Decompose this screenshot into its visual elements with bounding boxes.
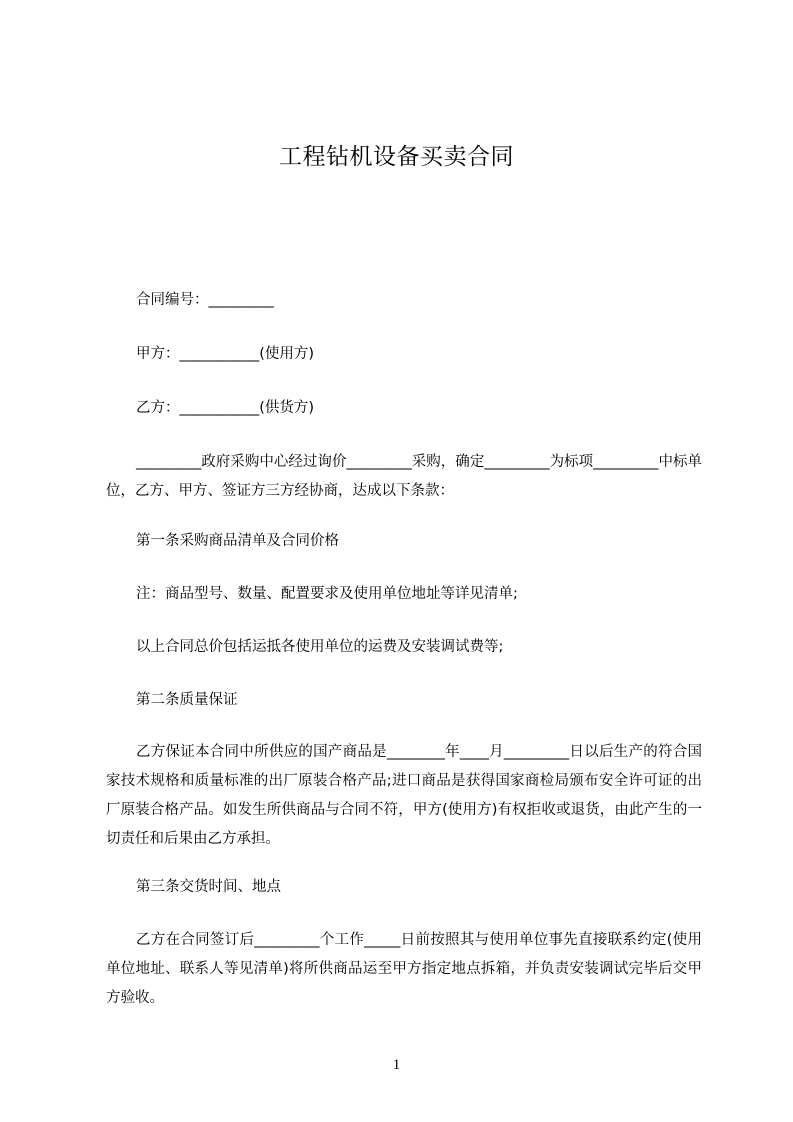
article2-heading: 第二条质量保证 bbox=[136, 692, 238, 708]
party-b-field: 乙方：___________(供货方) bbox=[136, 400, 315, 416]
document-title: 工程钻机设备买卖合同 bbox=[279, 144, 514, 170]
contract-number-field: 合同编号：_________ bbox=[136, 292, 274, 308]
party-a-field: 甲方：___________(使用方) bbox=[136, 346, 315, 362]
article1-heading: 第一条采购商品清单及合同价格 bbox=[136, 533, 339, 549]
intro-paragraph: _________政府采购中心经过询价_________采购，确定_________为标项_________中标单位，乙方、甲方、签证方三方经协商，达成以下条款： bbox=[106, 454, 702, 499]
article3-paragraph: 乙方在合同签订后_________个工作_____日前按照其与使用单位事先直接联系约定(使用单位地址、联系人等见清单)将所供商品运至甲方指定地点拆箱，并负责安装调试完毕后交甲方验收。 bbox=[106, 932, 702, 1006]
article1-note: 注：商品型号、数量、配置要求及使用单位地址等详见清单; bbox=[136, 586, 518, 602]
article1-price: 以上合同总价包括运抵各使用单位的运费及安装调试费等; bbox=[136, 639, 504, 655]
article2-paragraph: 乙方保证本合同中所供应的国产商品是________年____月_________日以后生产的符合国家技术规格和质量标准的出厂原装合格产品;进口商品是获得国家商检局颁布安全许可证的出厂原装合格产品。如发生所供商品与合同不符，甲方(使用方)有权拒收或退货，由此产生的一切责任和后果由乙方承担。 bbox=[106, 744, 702, 847]
page-number: 1 bbox=[392, 1057, 401, 1073]
article3-heading: 第三条交货时间、地点 bbox=[136, 879, 281, 895]
